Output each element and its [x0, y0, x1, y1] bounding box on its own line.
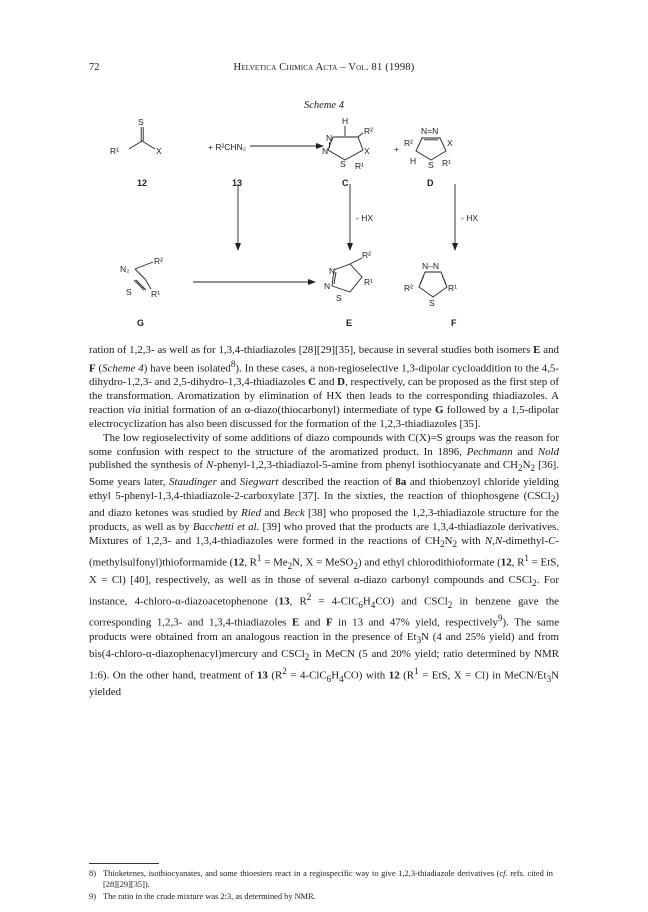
footnote-divider [89, 863, 159, 864]
footnote-9 [89, 892, 559, 903]
atom-h: H [342, 116, 349, 126]
atom-r1: R¹ [355, 161, 364, 171]
scheme-title: Scheme 4 [304, 100, 344, 111]
atom-s: S [336, 293, 342, 303]
label-e: E [346, 318, 353, 327]
footnote-text: The ratio in the crude mixture was 2:3, as determined by NMR. [103, 892, 316, 901]
footnote-ref: 8 [230, 358, 236, 369]
atom-nn: N=N [421, 126, 439, 136]
atom-x: X [447, 138, 453, 148]
atom-r2: R² [364, 126, 373, 136]
atom-r2: R² [404, 283, 413, 293]
label-d: D [427, 178, 434, 188]
atom-x: X [156, 146, 162, 156]
atom-n: N [329, 266, 336, 276]
atom-s: S [428, 160, 434, 170]
footnote-mark: 9) [89, 892, 96, 901]
atom-r1: R¹ [364, 277, 373, 287]
label-13: 13 [232, 178, 243, 188]
atom-r1: R¹ [448, 283, 457, 293]
atom-r1: R¹ [442, 158, 451, 168]
atom-h: H [410, 156, 417, 166]
label-f: F [451, 318, 457, 327]
running-header [0, 62, 648, 78]
atom-s: S [138, 117, 144, 127]
atom-n: N [326, 133, 333, 143]
reaction-scheme [100, 112, 550, 327]
label-g: G [137, 318, 145, 327]
atom-x: X [364, 146, 370, 156]
minus-hx-left: - HX [356, 213, 373, 223]
footnote-text: Thioketenes, isothiocyanates, and some thioesters react in a regiospecific way to give 1,2,3-thiadiazole derivatives (cf. refs. cited in [28][29][35]). [103, 869, 553, 889]
atom-r2: R² [154, 256, 163, 266]
atom-r1: R¹ [110, 146, 119, 156]
paragraph-1: ration of 1,2,3- as well as for 1,3,4-thiadiazoles [28][29][35], because in several studies both isomers E and F (Scheme 4) have been isolated$^8$). In these cases, a non-regioselective 1,3-dipolar cycloaddition to the 4,5-dihydro-1,2,3- and 2,5-dihydro-1,3,4-thiadiazoles C and D, respectively, can be proposed as the first step of the transformation. Aromatization by elimination of HX then leads to the corresponding thiadiazoles. A reaction via initial formation of an α-diazo(thiocarbonyl) intermediate of type G followed by a 1,5-dipolar electrocyclization has also been discussed for the formation of the 1,2,3-thiadiazoles [35]. [89, 344, 560, 430]
atom-r2: R² [404, 138, 413, 148]
page-number: 72 [89, 62, 100, 73]
atom-r2: R² [362, 250, 371, 260]
body-text [89, 344, 559, 700]
atom-n: N [324, 281, 331, 291]
footnote-ref: 9 [497, 613, 503, 624]
reagent-diazo: + R²CHN₂ [208, 142, 247, 152]
atom-s: S [340, 159, 346, 169]
paragraph-2: The low regioselectivity of some additions of diazo compounds with C(X)=S groups was the reason for some confusion with respect to the structure of the aromatized product. In 1896, Pechmann and Nold published the synthesis of N-phenyl-1,2,3-thiadiazol-5-amine from phenyl isothiocyanate and $CH_2N_2$ [36]. Some years later, Staudinger and Siegwart described the reaction of 8a and thiobenzoyl chloride yielding ethyl 5-phenyl-1,3,4-thiadiazole-2-carboxylate [37]. In the sixties, the reaction of thiophosgene (CSCl$_2$) and diazo ketones was studied by Ried and Beck [38] who proposed the 1,2,3-thiadiazole structure for the products, as well as by Bacchetti et al. [39] who proved that the products are 1,3,4-thiadiazole derivatives. Mixtures of 1,2,3- and 1,3,4-thiadiazoles were formed in the reactions of $CH_2N_2$ with N,N-dimethyl-C-(methylsulfonyl)thioformamide (12, $R^1 = Me_2N$, X = MeSO$_2$) and ethyl chlorodithioformate (12, $R^1$ = EtS, X = Cl) [40], respectively, as well as in those of several α-diazo carbonyl compounds and CSCl$_2$. For instance, 4-chloro-α-diazoacetophenone (13, $R^2 = 4-ClC_6H_4CO$) and CSCl$_2$ in benzene gave the corresponding 1,2,3- and 1,3,4-thiadiazoles E and F in 13 and 47% yield, respectively$^9$). The same products were obtained from an analogous reaction in the presence of $Et_3N$ (4 and 25% yield) and from bis(4-chloro-α-diazophenacyl)mercury and CSCl$_2$ in MeCN (5 and 20% yield; ratio determined by NMR 1:6). On the other hand, treatment of 13 $(R^2 = 4-ClC_6H_4CO)$ with 12 ($R^1$ = EtS, X = Cl) in MeCN/$Et_3N$ yielded [89, 431, 560, 699]
label-12: 12 [137, 178, 148, 188]
atom-s: S [126, 287, 132, 297]
journal-title: Helvetica Chimica Acta – Vol. 81 (1998) [233, 62, 415, 73]
plus-sign: + [394, 144, 399, 154]
atom-n2: N₂ [120, 264, 130, 274]
atom-ndn: N–N [422, 261, 440, 271]
label-c: C [342, 178, 349, 188]
atom-r1: R¹ [151, 289, 160, 299]
atom-s: S [429, 298, 435, 308]
atom-n: N [322, 146, 329, 156]
minus-hx-right: - HX [461, 213, 478, 223]
footnote-mark: 8) [89, 869, 96, 878]
footnote-8 [89, 869, 559, 890]
